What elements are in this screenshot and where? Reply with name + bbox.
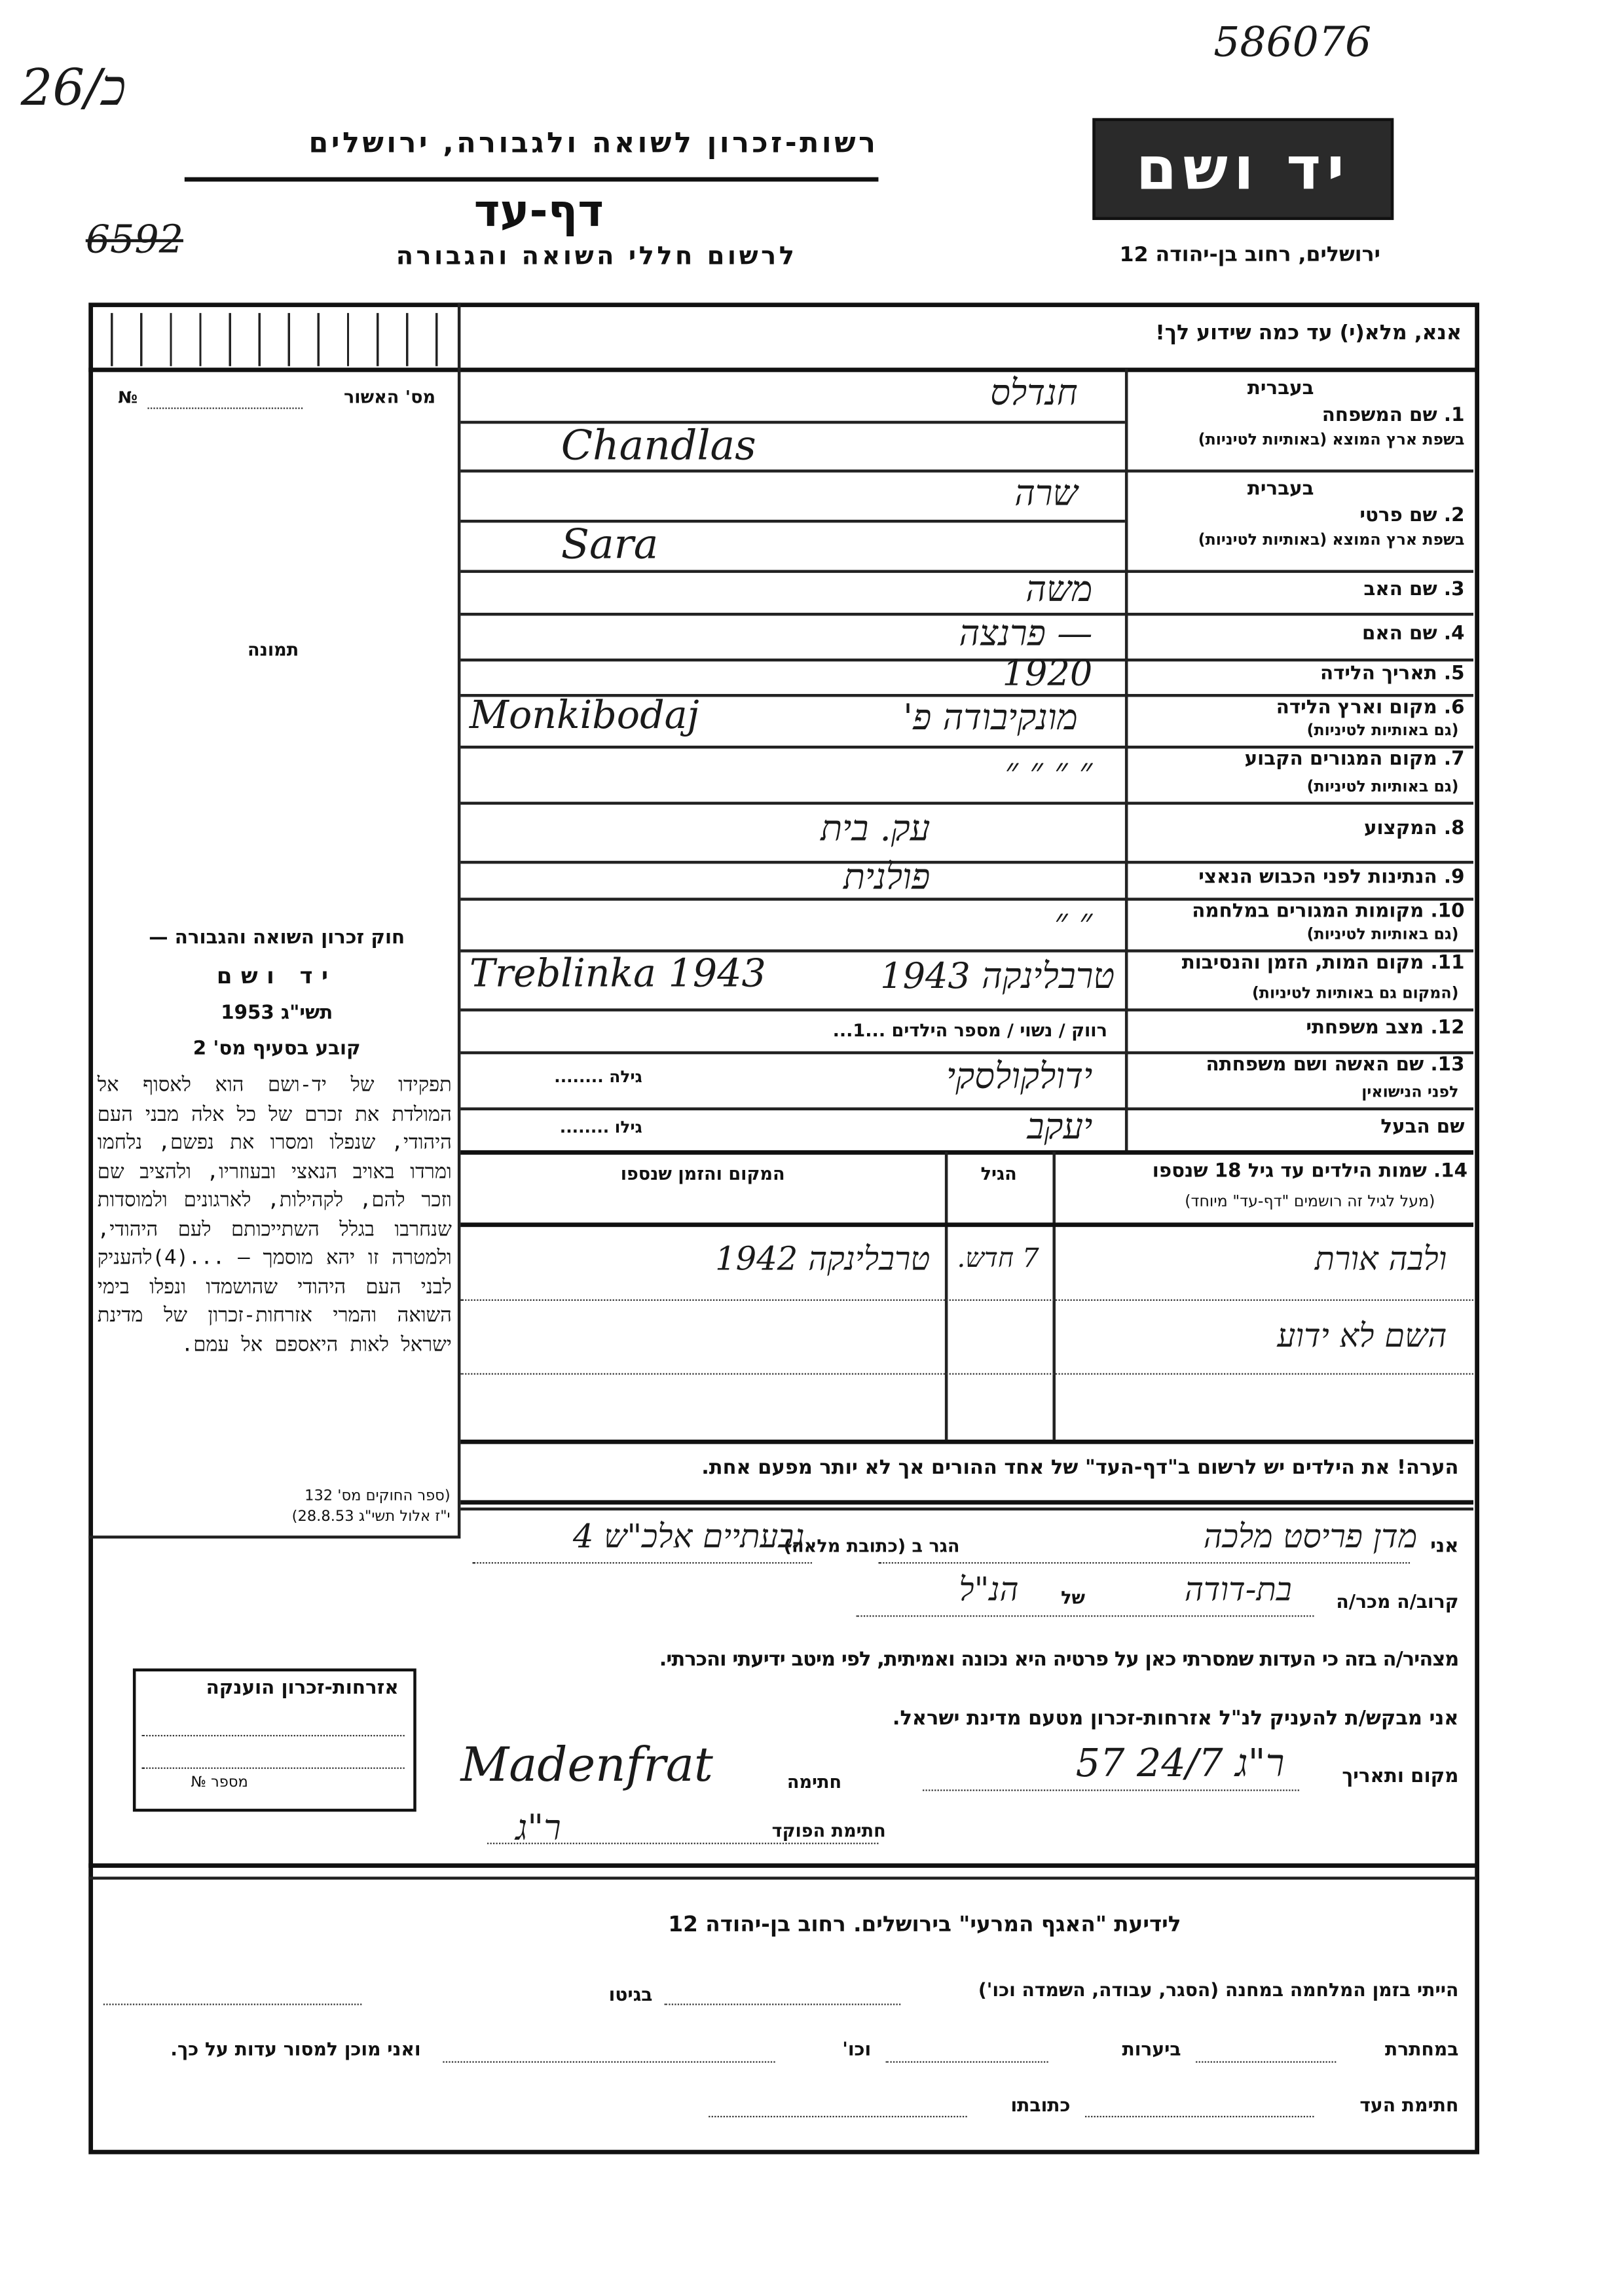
value-latin[interactable]: Chandlas [561, 420, 756, 470]
approval-no: № [118, 388, 138, 408]
law-year: תשי"ג 1953 [221, 1002, 333, 1025]
field-number: 4. [1443, 622, 1465, 645]
field-label-text: שם פרטי [1359, 505, 1437, 528]
row-divider [460, 898, 1473, 900]
divider [460, 1222, 1473, 1227]
field-value[interactable]: יעקב [1027, 1106, 1093, 1148]
struck-number-annotation: 6592 [85, 218, 183, 263]
footer-title: לידיעת "האגף המרעי" בירושלים. רחוב בן-יהודה 12 [668, 1913, 1181, 1937]
field-number: 8. [1443, 818, 1465, 841]
place-date-value: ר"ג 24/7 57 [1075, 1742, 1285, 1787]
relation-value: בת-דודה [1184, 1572, 1292, 1610]
age-field[interactable]: גילה ........ [554, 1067, 642, 1087]
law-ref-2: י"ז אלול תשי"ג 28.8.53) [291, 1508, 451, 1525]
file-ref-annotation: 26/כ [20, 59, 126, 118]
field-label [1362, 623, 1465, 645]
citizenship-number: מספר № [191, 1774, 248, 1791]
field-label [1182, 953, 1465, 975]
row-divider [460, 1107, 1473, 1109]
field-value[interactable]: ידולקולסקי [946, 1055, 1093, 1097]
divider [458, 302, 461, 1535]
ghetto-field[interactable] [103, 2003, 362, 2005]
forests-field[interactable] [886, 2061, 1048, 2062]
row-divider [460, 949, 1473, 951]
child-name[interactable]: השם לא ידוע [1277, 1318, 1447, 1356]
field-label-text: הנתינות לפני הכבוש הנאצי [1198, 866, 1437, 888]
age-field[interactable]: גילו ........ [559, 1118, 642, 1137]
law-text: תפקידו של יד-ושם הוא לאסוף אל המולדת את זכרם של כל אלה מבני העם היהודי, שנפלו ומסרו את נפשם, נלחמו ומרדו באויב הנאצי ובעוזריו, ולהציב שם וזכר להם, לקהילות, לארגונים ולמוסדות שנחרבו בגלל השתייכותם לעם היהודי, ולמטרה זו יהא מוסמך — ...(4)להעניק לבני העם היהודי שהושמדו ונפלו בימי השואה והמרי אזרחות-זכרון של מדינת ישראל לאות היאספם אל עמם. [97, 1073, 452, 1357]
row-divider [460, 469, 1473, 471]
field-number: 9. [1443, 866, 1465, 888]
declarant-signature: Madenfrat [460, 1736, 713, 1793]
value-hebrew[interactable]: שרה [1014, 472, 1078, 514]
logo-text: יד ושם [1135, 135, 1350, 204]
field-label [1320, 663, 1464, 685]
divider [460, 1500, 1473, 1504]
etc-field[interactable] [443, 2061, 775, 2062]
ghetto-label: בגיטו [608, 1982, 653, 2005]
row-divider [460, 659, 1473, 661]
etc-label: וכו' [842, 2037, 872, 2060]
address-field[interactable] [472, 1562, 812, 1563]
field-label [1245, 748, 1465, 771]
value-marital-status[interactable]: רווק / נשוי / מספר הילדים ...1... [832, 1020, 1107, 1041]
row-divider [460, 861, 1473, 863]
field-value[interactable]: טרבלינקה 1943 [880, 955, 1115, 997]
field-label-text: המקצוע [1364, 818, 1437, 841]
child-name[interactable]: ולבה אורת [1314, 1241, 1447, 1279]
witness-address-label: כתובתו [1010, 2094, 1071, 2116]
testify-text: ואני מוכן למסור עדות על כך. [170, 2037, 421, 2060]
field-value[interactable]: מונקיבודה פ' [903, 696, 1078, 738]
place-date-label: מקום ותאריך [1342, 1766, 1459, 1789]
hebrew-tag: בעברית [1247, 478, 1314, 501]
field-label-text: מקום וארץ הלידה [1276, 697, 1437, 720]
field-value[interactable]: פולנית [843, 855, 931, 898]
col-age-header: הגיל [980, 1163, 1017, 1184]
field-label-text: שם האשה ושם משפחתה [1206, 1054, 1424, 1077]
camp-label: הייתי בזמן המלחמה במחנה (הסגר, עבודה, השמדה וכו') [978, 1978, 1459, 2001]
field-label [1380, 1116, 1464, 1139]
field-number: 1. [1443, 404, 1465, 427]
official-label: חתימת הפוקד [771, 1820, 886, 1842]
divider [88, 1863, 1476, 1868]
divider [1125, 369, 1127, 1152]
field-sublabel: בשפת ארץ המוצא (באותיות לטיניות) [1198, 531, 1465, 549]
field-label-text: שם האם [1361, 622, 1437, 645]
citizenship-title: אזרחות-זכרון הוענקה [206, 1677, 399, 1700]
relation-field[interactable] [857, 1615, 1314, 1616]
divider [88, 368, 1476, 373]
org-title: רשות-זכרון לשואה ולגבורה, ירושלים [308, 126, 879, 160]
row-divider [460, 570, 1473, 572]
field-label [1364, 818, 1464, 840]
field-sublabel: (גם באותיות לטיניות) [1306, 926, 1459, 944]
divider [88, 1536, 460, 1538]
form-subtitle: לרשום חללי השואה והגבורה [396, 242, 798, 272]
child-age[interactable]: 7 חדש. [957, 1243, 1039, 1275]
row-divider [460, 802, 1473, 804]
row-divider [460, 421, 1125, 423]
request: אני מבקש/ת להעניק לנ"ל אזרחות-זכרון מטעם מדינת ישראל. [892, 1707, 1459, 1731]
law-logo: יד ושם [216, 962, 337, 990]
field-value[interactable]: ״ ״ [1054, 900, 1093, 941]
divider [1052, 1152, 1054, 1440]
field-label-text: מקום המגורים הקבוע [1244, 748, 1437, 771]
divider [460, 1150, 1473, 1155]
field-label-text: שם המשפחה [1321, 404, 1437, 427]
underground-label: במחתרת [1385, 2037, 1459, 2060]
of-label: של [1061, 1587, 1086, 1609]
address: ירושלים, רחוב בן-יהודה 12 [1119, 244, 1380, 268]
children-subtitle: (מעל לגיל זה רושמים "דף-עד" מיוחד) [1185, 1193, 1435, 1211]
child-row-line [460, 1300, 1473, 1301]
divider [945, 1152, 947, 1440]
signature-label: חתימה [786, 1772, 842, 1793]
divider [460, 1508, 1473, 1510]
field-label-text: מקומות המגורים במלחמה [1192, 900, 1424, 923]
witness-signature-label: חתימת העד [1359, 2094, 1459, 2116]
of-value: הנ"ל [959, 1572, 1019, 1610]
field-number: 10. [1430, 900, 1465, 923]
field-label [1322, 405, 1465, 427]
hebrew-tag: בעברית [1247, 378, 1314, 401]
value-latin[interactable]: Treblinka 1943 [469, 952, 766, 997]
lives-label: הגר ב (כתובת מלאה) [783, 1535, 960, 1557]
field-sublabel: (המקום גם באותיות לטיניות) [1251, 985, 1459, 1003]
value-latin[interactable]: Monkibodaj [469, 693, 699, 738]
children-title: 14. שמות הילדים עד גיל 18 שנספו [1152, 1160, 1467, 1183]
law-title: חוק זכרון השואה והגבורה — [149, 927, 405, 950]
field-label [1198, 866, 1464, 888]
citizenship-line [141, 1735, 404, 1736]
witness-signature-field[interactable] [1085, 2116, 1314, 2117]
field-number: 7. [1443, 748, 1465, 771]
field-value[interactable]: — פרנצה [959, 611, 1093, 653]
row-divider [460, 520, 1125, 522]
field-label [1276, 697, 1465, 720]
official-signature: ר"ג [515, 1807, 561, 1849]
field-sublabel: בשפת ארץ המוצא (באותיות לטיניות) [1198, 431, 1465, 449]
value-latin[interactable]: Sara [561, 519, 659, 569]
field-label [1363, 578, 1464, 600]
declarant-address: גבעתיים אלכ"ש 4 [572, 1519, 805, 1557]
field-label [1306, 1017, 1464, 1039]
place-date-field[interactable] [923, 1789, 1299, 1791]
i-label: אני [1430, 1535, 1459, 1558]
approval-field[interactable] [147, 407, 303, 409]
field-number: 3. [1443, 577, 1465, 600]
field-label-text: מצב משפחתי [1306, 1016, 1424, 1039]
photo-label: תמונה [247, 639, 299, 661]
row-divider [460, 1051, 1473, 1053]
value-hebrew[interactable]: חנדלס [990, 372, 1078, 414]
row-divider [460, 1008, 1473, 1010]
office-code-boxes [111, 313, 451, 366]
field-number: 12. [1430, 1016, 1465, 1039]
forests-label: ביערות [1122, 2037, 1181, 2060]
field-number: 2. [1443, 505, 1465, 528]
field-label-text: שם האב [1363, 577, 1437, 600]
camp-field[interactable] [665, 2003, 901, 2005]
relation-label: קרוב/ה מכר/ה [1336, 1590, 1459, 1613]
col-place-header: המקום והזמן שנספו [620, 1163, 785, 1184]
field-value[interactable]: עק. בית [821, 807, 931, 849]
field-number: 5. [1443, 663, 1465, 685]
witness-address-field[interactable] [709, 2116, 967, 2117]
yad-vashem-logo [1092, 118, 1393, 220]
field-label [1359, 505, 1464, 527]
citizenship-box [133, 1668, 416, 1812]
declarant-name: מדן פריסט מלכה [1203, 1519, 1418, 1557]
declarant-field[interactable] [878, 1562, 1410, 1563]
note: הערה! את הילדים יש לרשום ב"דף-העד" של אחד ההורים אך לא יותר מפעם אחת. [701, 1455, 1459, 1480]
record-number-annotation: 586076 [1213, 18, 1372, 67]
form-title: דף-עד [473, 186, 604, 238]
child-death-place[interactable]: טרבלינקה 1942 [715, 1241, 931, 1279]
statement: מצהיר/ה בזה כי העדות שמסרתי כאן על פרטיה היא נכונה ואמיתית, לפי מיטב ידיעתי והכרתי. [659, 1647, 1459, 1671]
field-label-text: תאריך הלידה [1320, 663, 1437, 685]
field-label [1206, 1054, 1465, 1076]
field-label [1192, 901, 1464, 923]
citizenship-line [141, 1768, 404, 1769]
field-label-text: מקום המות, הזמן והנסיבות [1181, 952, 1424, 975]
law-clause: קובע בסעיף מס' 2 [193, 1038, 361, 1061]
field-value[interactable]: 1920 [1002, 652, 1093, 694]
law-ref-1: (ספר החוקים מס' 132 [304, 1488, 451, 1505]
field-number: 13. [1430, 1054, 1465, 1077]
field-value[interactable]: ״ ״ ״ ״ [1005, 750, 1093, 792]
divider [460, 1440, 1473, 1444]
child-row-line [460, 1373, 1473, 1374]
row-divider [460, 746, 1473, 748]
instruction: אנא, מלא(י) עד כמה שידוע לך! [1155, 321, 1462, 346]
field-sublabel: לפני הנישואין [1361, 1084, 1459, 1102]
field-sublabel: (גם באותיות לטיניות) [1306, 778, 1459, 796]
field-number: 6. [1443, 697, 1465, 720]
field-number: 11. [1430, 952, 1465, 975]
underground-field[interactable] [1196, 2061, 1336, 2062]
divider [88, 1876, 1476, 1878]
field-sublabel: (גם באותיות לטיניות) [1306, 721, 1459, 740]
approval-label: מס' האשור [344, 386, 436, 408]
field-value[interactable]: משה [1025, 568, 1093, 610]
field-label-text: שם הבעל [1380, 1116, 1465, 1139]
header-underline [185, 177, 879, 182]
